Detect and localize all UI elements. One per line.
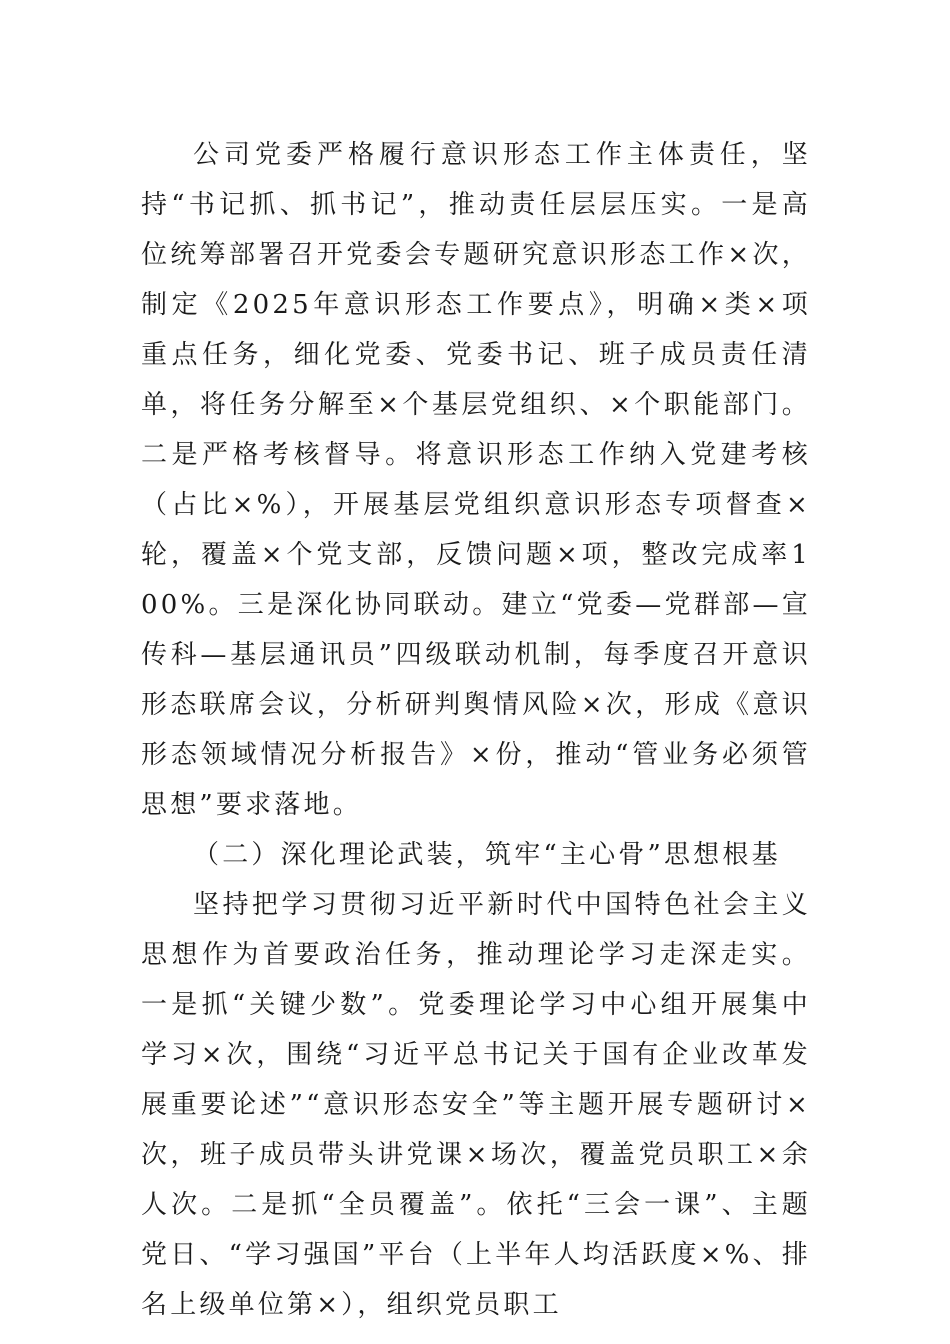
paragraph-ideology-responsibility: 公司党委严格履行意识形态工作主体责任，坚持“书记抓、抓书记”，推动责任层层压实。一是高位统筹部署召开党委会专题研究意识形态工作×次，制定《2025年意识形态工作要点》，明确×类×项重点任务，细化党委、党委书记、班子成员责任清单，将任务分解至×个基层党组织、×个职能部门。二是严格考核督导。将意识形态工作纳入党建考核（占比×%），开展基层党组织意识形态专项督查×轮，覆盖×个党支部，反馈问题×项，整改完成率100%。三是深化协同联动。建立“党委—党群部—宣传科—基层通讯员”四级联动机制，每季度召开意识形态联席会议，分析研判舆情风险×次，形成《意识形态领域情况分析报告》×份，推动“管业务必须管思想”要求落地。 (141, 140, 811, 820)
section-heading-theory: （二）深化理论武装，筑牢“主心骨”思想根基 (193, 840, 781, 870)
document-body (141, 130, 811, 1330)
paragraph-theory-study: 坚持把学习贯彻习近平新时代中国特色社会主义思想作为首要政治任务，推动理论学习走深走实。一是抓“关键少数”。党委理论学习中心组开展集中学习×次，围绕“习近平总书记关于国有企业改革发展重要论述”“意识形态安全”等主题开展专题研讨×次，班子成员带头讲党课×场次，覆盖党员职工×余人次。二是抓“全员覆盖”。依托“三会一课”、主题党日、“学习强国”平台（上半年人均活跃度×%、排名上级单位第×），组织党员职工 (141, 890, 811, 1320)
